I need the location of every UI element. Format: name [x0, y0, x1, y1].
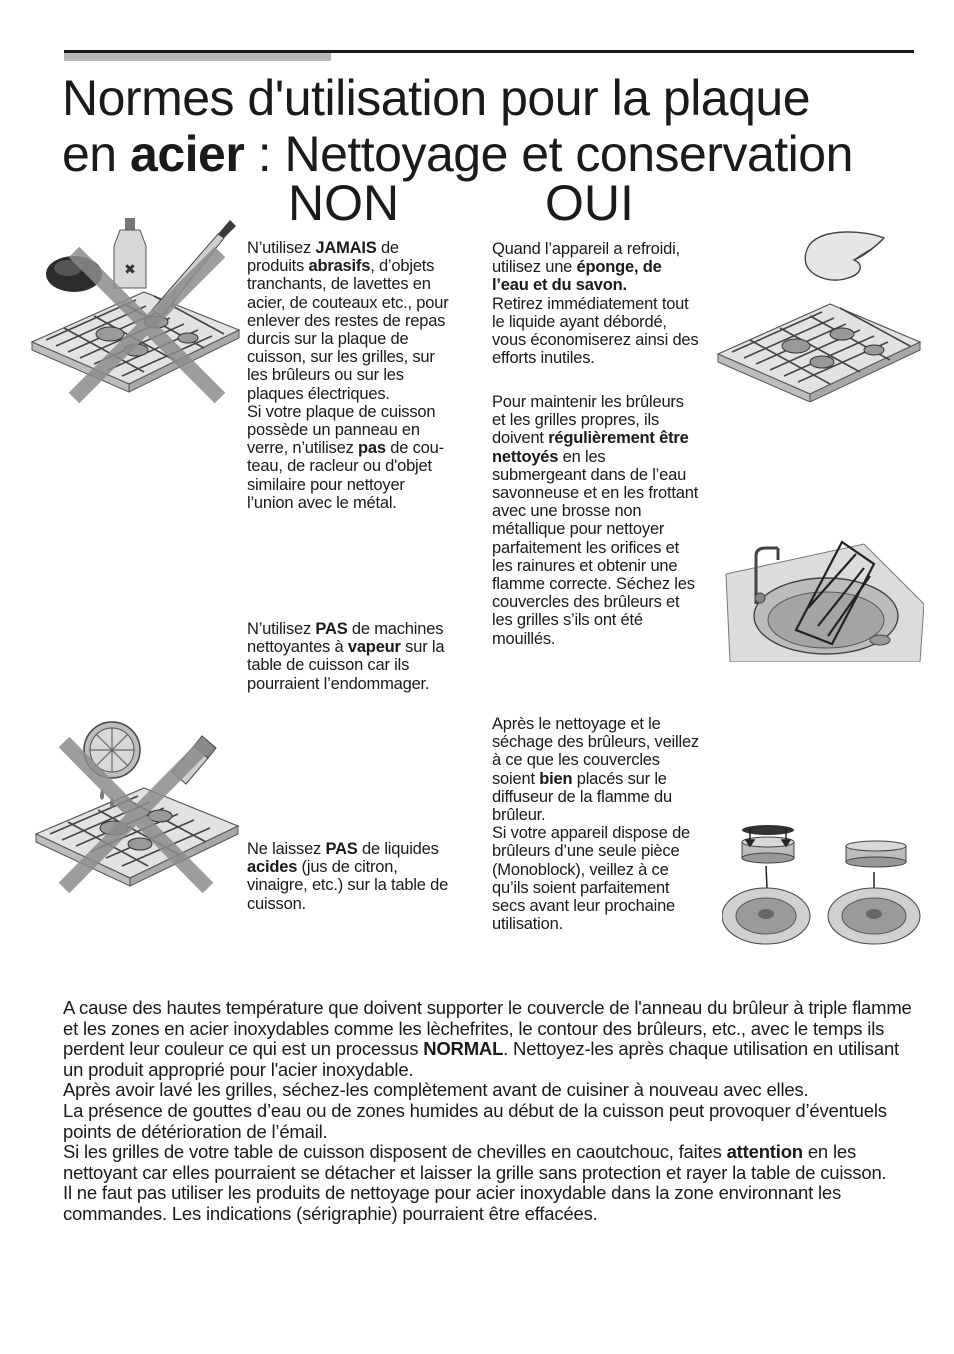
- note-dry-grids: Après avoir lavé les grilles, séchez-les complètement avant de cuisiner à nouveau avec elles.: [63, 1079, 809, 1101]
- illustration-burner-caps: [722, 822, 928, 948]
- column-heading-non: NON: [288, 175, 400, 231]
- burner-base-right-icon: [828, 888, 920, 944]
- burner-cap-right-icon: [846, 841, 906, 867]
- title-line-1: Normes d'utilisation pour la plaque: [62, 70, 811, 126]
- page-title: Normes d'utilisation pour la plaque en acier : Nettoyage et conservation: [62, 70, 853, 182]
- cooktop-icon: [36, 788, 238, 886]
- note-controls-area: Il ne faut pas utiliser les produits de nettoyage pour acier inoxydable dans la zone environnant les commandes. Les indications (sérigraphie) pourraient être effacées.: [63, 1182, 842, 1224]
- non-warning-steam: N’utilisez PAS de machines nettoyantes à vapeur sur la table de cuisson car ils pourraient l’endommager.: [247, 620, 445, 693]
- top-rule-accent: [64, 53, 331, 61]
- general-notes: [63, 998, 923, 1225]
- svg-text:✖: ✖: [124, 262, 136, 278]
- column-heading-oui: OUI: [545, 175, 634, 231]
- cooktop-icon: [718, 304, 920, 402]
- illustration-no-abrasives: [24, 212, 246, 404]
- sponge-icon: [805, 232, 884, 280]
- note-rubber-pegs: Si les grilles de votre table de cuisson disposent de chevilles en caoutchouc, faites attention en les nettoyant car elles pourraient se détacher et laisser la grille sans protection et rayer la table de cuisson.: [63, 1141, 887, 1183]
- burner-base-left-icon: [722, 888, 810, 944]
- note-stainless-discoloration: A cause des hautes température que doivent supporter le couvercle de l'anneau du brûleur à triple flamme et les zones en acier inoxydables comme les lèchefrites, le contour des brûleurs, etc., avec le temps ils perdent leur couleur ce qui est un processus NORMAL. Nettoyez-les après chaque utilisation en utilisant un produit approprié pour l'acier inoxydable.: [63, 997, 912, 1080]
- non-warning-abrasives: N’utilisez JAMAIS de produits abrasifs, d’objets tranchants, de lavettes en acier, de couteaux etc., pour enlever des restes de repas durcis sur la plaque de cuisson, sur les grilles, sur les brûleurs ou sur les plaques électriques. Si votre plaque de cuisson possède un panneau en verre, n’utilisez pas de cou- teau, de racleur ou d'objet similaire pour nettoyer l’union avec le métal.: [247, 239, 449, 512]
- illustration-sponge-cleaning: [714, 222, 924, 402]
- illustration-sink-soaking: [724, 534, 924, 662]
- note-water-drops: La présence de gouttes d’eau ou de zones humides au début de la cuisson peut provoquer d’éventuels points de détérioration de l’émail.: [63, 1099, 887, 1142]
- oui-advice-burners-grids: Pour maintenir les brûleurs et les grilles propres, ils doivent régulièrement être nettoyés en les submergeant dans de l’eau savonneuse et en les frottant avec une brosse non métallique pour nettoyer parfaitement les orifices et les rainures et obtenir une flamme correcte. Séchez les couvercles des brûleurs et les grilles s’ils ont été mouillés.: [492, 393, 699, 648]
- non-warning-acids: Ne laissez PAS de liquides acides (jus de citron, vinaigre, etc.) sur la table de cuisson.: [247, 840, 449, 913]
- illustration-no-acids: [30, 716, 242, 900]
- bottle-icon: [114, 218, 146, 288]
- oui-advice-caps: Après le nettoyage et le séchage des brûleurs, veillez à ce que les couvercles soient bien placés sur le diffuseur de la flamme du brûleur. Si votre appareil dispose de brûleurs d’une seule pièce (Monoblock), veillez à ce qu’ils soient parfaitement secs avant leur prochaine utilisation.: [492, 715, 699, 934]
- oui-advice-sponge: Quand l’appareil a refroidi, utilisez une éponge, de l’eau et du savon. Retirez immédiatement tout le liquide ayant débordé, vous économiserez ainsi des efforts inutiles.: [492, 240, 699, 368]
